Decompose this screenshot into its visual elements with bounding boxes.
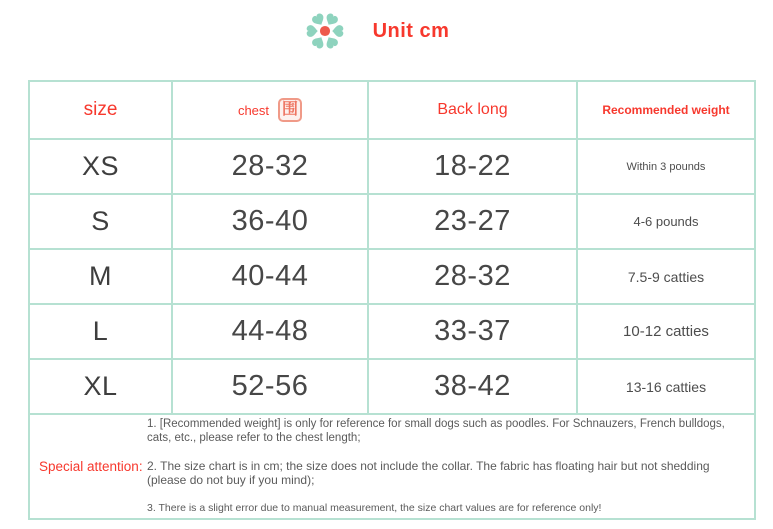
chest-cell: 44-48 <box>172 304 368 359</box>
table-row-l <box>29 304 755 359</box>
note-item-2: 2. The size chart is in cm; the size does not include the collar. The fabric has floating hair but not shedding (please do not buy if you mind); <box>147 458 710 487</box>
note-item-3: 3. There is a slight error due to manual measurement, the size chart values are for reference only! <box>147 502 602 515</box>
chest-cell: 52-56 <box>172 359 368 414</box>
header-size: size <box>29 81 172 139</box>
table-header-row <box>29 81 755 139</box>
table-row-m <box>29 249 755 304</box>
size-chart <box>28 80 756 520</box>
chest-cell: 36-40 <box>172 194 368 249</box>
header-chest <box>172 81 368 139</box>
notes-list <box>147 415 754 518</box>
header-back-long: Back long <box>368 81 577 139</box>
table-row-xs <box>29 139 755 194</box>
table-row-xl <box>29 359 755 414</box>
chest-girth-stamp-icon: 围 <box>278 98 302 122</box>
back-long-cell: 18-22 <box>368 139 577 194</box>
flower-icon <box>304 9 346 53</box>
weight-cell: Within 3 pounds <box>577 139 755 194</box>
special-attention-block <box>30 415 754 518</box>
back-long-cell: 33-37 <box>368 304 577 359</box>
special-attention-label: Special attention: <box>39 459 143 474</box>
back-long-cell: 28-32 <box>368 249 577 304</box>
weight-cell: 7.5-9 catties <box>577 249 755 304</box>
size-cell: XL <box>29 359 172 414</box>
size-cell: L <box>29 304 172 359</box>
unit-label: Unit cm <box>372 19 450 42</box>
weight-cell: 10-12 catties <box>577 304 755 359</box>
title-bar <box>0 7 763 55</box>
back-long-cell: 23-27 <box>368 194 577 249</box>
table-row-s <box>29 194 755 249</box>
chest-cell: 28-32 <box>172 139 368 194</box>
notes-row <box>29 414 755 519</box>
size-cell: XS <box>29 139 172 194</box>
back-long-cell: 38-42 <box>368 359 577 414</box>
weight-cell: 13-16 catties <box>577 359 755 414</box>
header-chest-label: chest <box>237 102 270 118</box>
weight-cell: 4-6 pounds <box>577 194 755 249</box>
header-recommended-weight: Recommended weight <box>577 81 755 139</box>
chest-cell: 40-44 <box>172 249 368 304</box>
size-cell: S <box>29 194 172 249</box>
size-cell: M <box>29 249 172 304</box>
note-item-1: 1. [Recommended weight] is only for reference for small dogs such as poodles. For Schnauzers, French bulldogs, cats, etc., please refer to the chest length; <box>147 418 725 444</box>
